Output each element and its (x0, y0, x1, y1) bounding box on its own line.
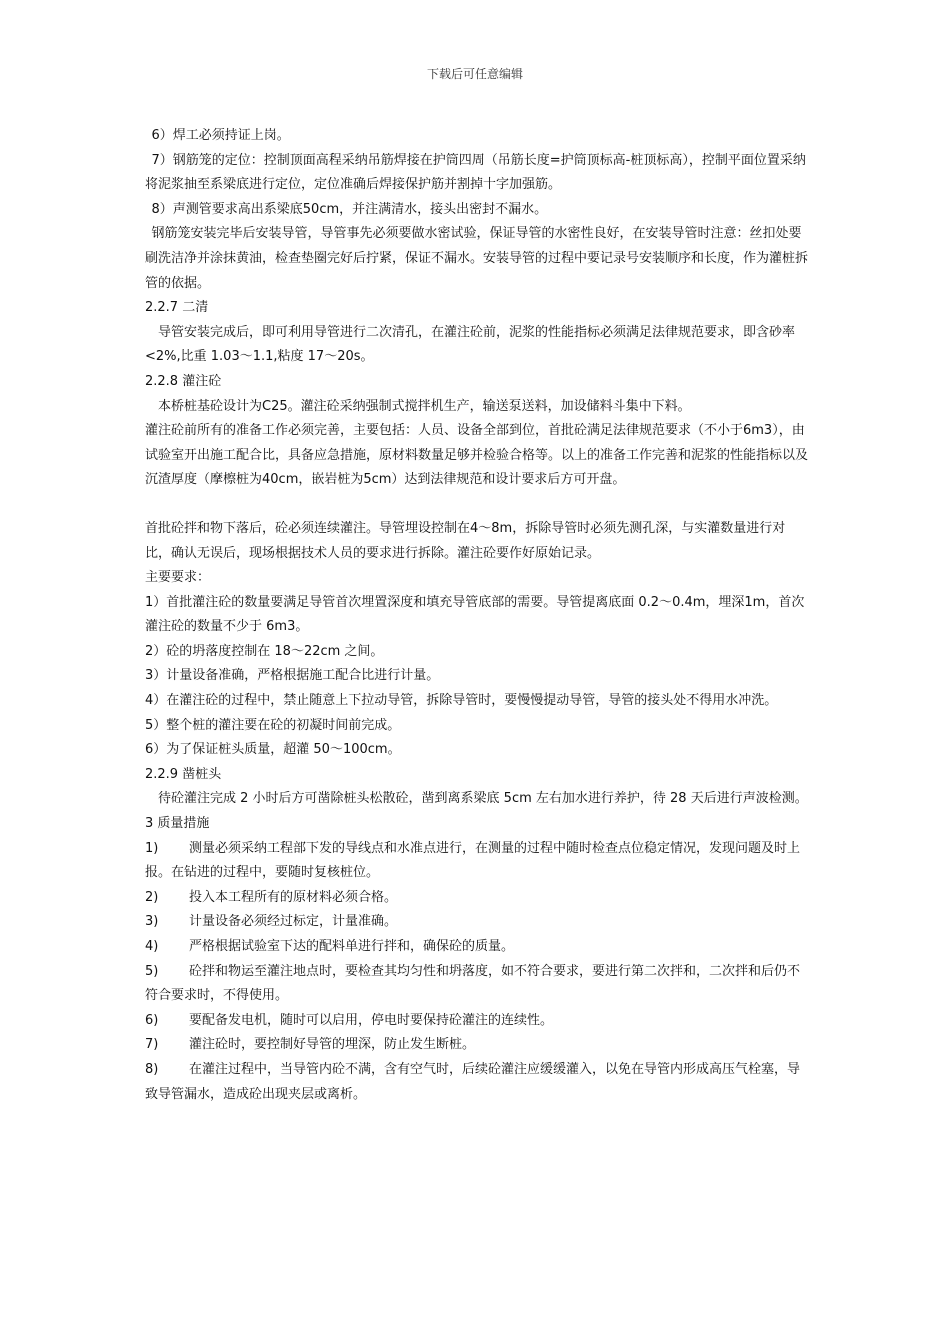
measure-number: 6) (145, 1012, 159, 1028)
measure-item (145, 935, 810, 960)
page-header: 下载后可任意编辑 (426, 67, 523, 81)
list-item: 4）在灌注砼的过程中，禁止随意上下拉动导管，拆除导管时，要慢慢提动导管，导管的接头处不得用水冲洗。 (145, 693, 778, 709)
measure-item (145, 1033, 810, 1058)
measure-text: 测量必须采纳工程部下发的导线点和水准点进行，在测量的过程中随时检查点位稳定情况，发现问题及时上报。在钻进的过程中，要随时复核桩位。 (145, 840, 801, 881)
measure-text: 灌注砼时，要控制好导管的埋深，防止发生断桩。 (189, 1037, 476, 1053)
list-item: 3）计量设备准确，严格根据施工配合比进行计量。 (145, 668, 440, 684)
list-item: 2）砼的坍落度控制在 18～22cm 之间。 (145, 643, 384, 659)
measure-number: 7) (145, 1037, 159, 1053)
list-item: 5）整个桩的灌注要在砼的初凝时间前完成。 (145, 717, 401, 733)
measure-item (145, 886, 810, 911)
list-item: 1）首批灌注砼的数量要满足导管首次埋置深度和填充导管底部的需要。导管提离底面 0.2～0.4m，埋深1m，首次灌注砼的数量不少于 6m3。 (145, 594, 805, 635)
paragraph: 8）声测管要求高出系梁底50cm，并注满清水，接头出密封不漏水。 (151, 201, 548, 217)
measure-item (145, 1009, 810, 1034)
document-body (145, 124, 810, 1107)
measure-text: 砼拌和物运至灌注地点时，要检查其均匀性和坍落度，如不符合要求，要进行第二次拌和，二次拌和后仍不符合要求时，不得使用。 (145, 963, 801, 1004)
paragraph: 主要要求： (145, 570, 211, 586)
section-heading: 3 质量措施 (145, 816, 210, 832)
measure-item (145, 837, 810, 886)
measure-item (145, 910, 810, 935)
blank-line (145, 493, 810, 517)
measure-number: 8) (145, 1061, 159, 1077)
paragraph: 灌注砼前所有的准备工作必须完善，主要包括：人员、设备全部到位，首批砼满足法律规范要求（不小于6m3），由试验室开出施工配合比，具备应急措施，原材料数量足够并检验合格等。以上的准备工作完善和泥浆的性能指标以及沉渣厚度（摩檫桩为40cm，嵌岩桩为5cm）达到法律规范和设计要求后方可开盘。 (145, 423, 809, 488)
paragraph: 本桥桩基砼设计为C25。灌注砼采纳强制式搅拌机生产，输送泵送料，加设储料斗集中下料。 (158, 398, 691, 414)
paragraph: 6）焊工必须持证上岗。 (151, 128, 290, 143)
paragraph: 导管安装完成后，即可利用导管进行二次清孔，在灌注砼前，泥浆的性能指标必须满足法律规范要求，即含砂率<2%,比重 1.03～1.1,粘度 17～20s。 (145, 324, 796, 365)
measure-text: 要配备发电机，随时可以启用，停电时要保持砼灌注的连续性。 (189, 1012, 554, 1028)
paragraph: 待砼灌注完成 2 小时后方可凿除桩头松散砼，凿到离系梁底 5cm 左右加水进行养护，待 28 天后进行声波检测。 (158, 791, 808, 807)
measure-number: 2) (145, 889, 159, 905)
measure-number: 5) (145, 963, 159, 979)
measure-item (145, 1058, 810, 1107)
list-item: 6）为了保证桩头质量，超灌 50～100cm。 (145, 742, 401, 758)
paragraph: 钢筋笼安装完毕后安装导管，导管事先必须要做水密试验，保证导管的水密性良好，在安装导管时注意：丝扣处要刷洗洁净并涂抹黄油，检查垫圈完好后拧紧，保证不漏水。安装导管的过程中要记录号安装顺序和长度，作为灌桩拆管的依据。 (145, 226, 809, 291)
section-heading: 2.2.9 凿桩头 (145, 766, 222, 782)
measure-text: 在灌注过程中，当导管内砼不满，含有空气时，后续砼灌注应缓缓灌入，以免在导管内形成高压气栓塞，导致导管漏水，造成砼出现夹层或离析。 (145, 1061, 801, 1102)
measure-number: 1) (145, 840, 159, 856)
measure-text: 严格根据试验室下达的配料单进行拌和，确保砼的质量。 (189, 939, 515, 954)
paragraph: 7）钢筋笼的定位：控制顶面高程采纳吊筋焊接在护筒四周（吊筋长度=护筒顶标高-桩顶标高），控制平面位置采纳将泥浆抽至系梁底进行定位，定位准确后焊接保护筋并割掉十字加强筋。 (145, 152, 806, 193)
measure-text: 计量设备必须经过标定，计量准确。 (189, 914, 398, 930)
measure-item (145, 960, 810, 1009)
measure-number: 4) (145, 939, 159, 954)
section-heading: 2.2.8 灌注砼 (145, 373, 222, 389)
paragraph: 首批砼拌和物下落后，砼必须连续灌注。导管埋设控制在4～8m，拆除导管时必须先测孔深，与实灌数量进行对比，确认无误后，现场根据技术人员的要求进行拆除。灌注砼要作好原始记录。 (145, 520, 786, 561)
section-heading: 2.2.7 二清 (145, 300, 209, 316)
measure-text: 投入本工程所有的原材料必须合格。 (189, 889, 398, 905)
measure-number: 3) (145, 914, 159, 930)
